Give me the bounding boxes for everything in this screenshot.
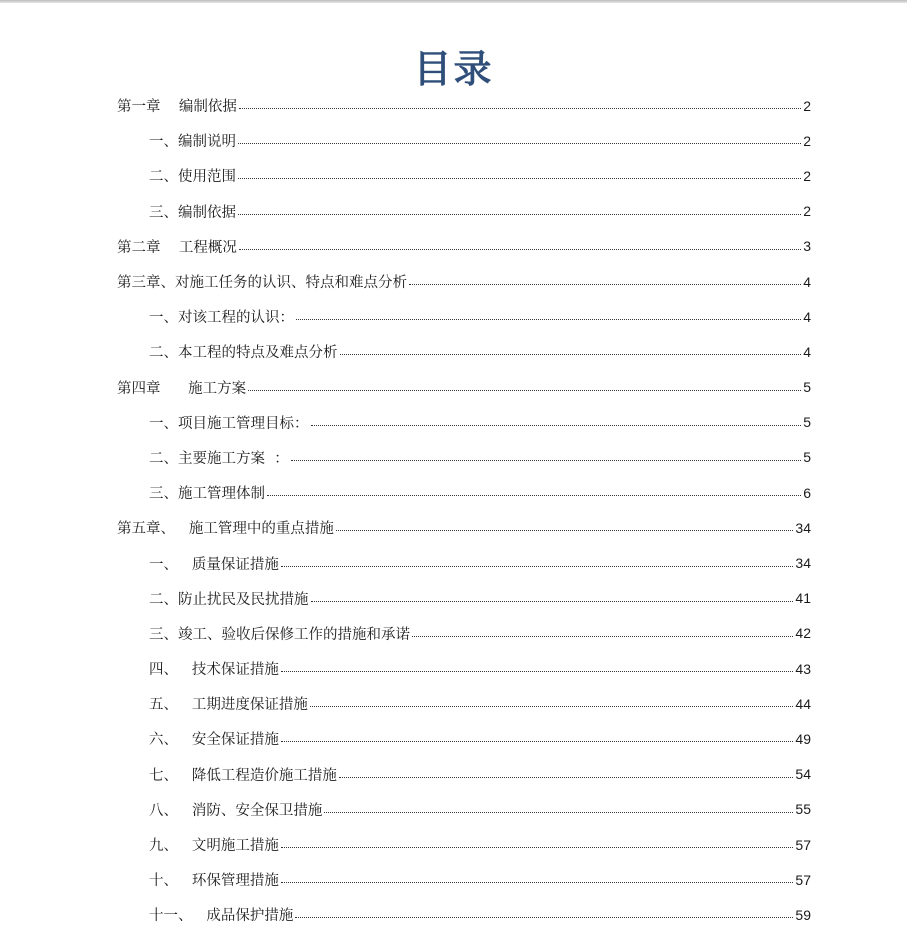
toc-dot-leader — [248, 390, 801, 391]
toc-entry-title: 一、项目施工管理目标： — [149, 415, 309, 432]
toc-dot-leader — [340, 354, 802, 355]
toc-page-number: 43 — [795, 660, 811, 677]
toc-section-entry[interactable] — [0, 405, 907, 440]
toc-page-number: 55 — [795, 801, 811, 818]
toc-page-number: 5 — [803, 379, 811, 396]
toc-section-entry[interactable] — [0, 792, 907, 827]
toc-dot-leader — [238, 178, 801, 179]
toc-dot-leader — [281, 882, 794, 883]
toc-section-entry[interactable] — [0, 827, 907, 862]
toc-page-number: 4 — [803, 343, 811, 360]
toc-page-number: 2 — [803, 167, 811, 184]
toc-page-number: 5 — [803, 449, 811, 466]
toc-dot-leader — [281, 566, 794, 567]
toc-section-entry[interactable] — [0, 440, 907, 475]
toc-dot-leader — [238, 143, 801, 144]
toc-section-entry[interactable] — [0, 616, 907, 651]
toc-dot-leader — [295, 917, 793, 918]
toc-chapter-entry[interactable] — [0, 88, 907, 123]
toc-dot-leader — [336, 530, 794, 531]
toc-page-number: 44 — [795, 695, 811, 712]
toc-section-entry[interactable] — [0, 862, 907, 897]
toc-section-entry[interactable] — [0, 581, 907, 616]
toc-entry-title: 第五章、 施工管理中的重点措施 — [117, 521, 334, 538]
toc-entry-title: 第三章、对施工任务的认识、特点和难点分析 — [117, 275, 407, 292]
toc-section-entry[interactable] — [0, 475, 907, 510]
toc-page-number: 2 — [803, 203, 811, 220]
toc-page-number: 57 — [795, 836, 811, 853]
toc-entry-title: 二、本工程的特点及难点分析 — [149, 345, 338, 362]
toc-entry-title: 三、编制依据 — [149, 204, 236, 221]
toc-chapter-entry[interactable] — [0, 229, 907, 264]
toc-dot-leader — [296, 319, 801, 320]
page-title: 目录 — [413, 46, 494, 92]
toc-entry-title: 二、防止扰民及民扰措施 — [149, 591, 309, 608]
toc-dot-leader — [310, 706, 794, 707]
toc-section-entry[interactable] — [0, 757, 907, 792]
toc-dot-leader — [311, 601, 794, 602]
toc-chapter-entry[interactable] — [0, 264, 907, 299]
toc-entry-title: 第二章 工程概况 — [117, 239, 237, 256]
toc-entry-title: 二、使用范围 — [149, 169, 236, 186]
toc-section-entry[interactable] — [0, 123, 907, 158]
toc-dot-leader — [239, 108, 801, 109]
toc-page-number: 42 — [795, 625, 811, 642]
toc-section-entry[interactable] — [0, 299, 907, 334]
page-top-edge — [0, 0, 907, 3]
toc-entry-title: 五、 工期进度保证措施 — [149, 697, 308, 714]
toc-entry-title: 六、 安全保证措施 — [149, 732, 279, 749]
toc-page-number: 4 — [803, 308, 811, 325]
toc-entry-title: 八、 消防、安全保卫措施 — [149, 802, 323, 819]
toc-dot-leader — [281, 671, 794, 672]
toc-page-number: 5 — [803, 414, 811, 431]
toc-section-entry[interactable] — [0, 545, 907, 580]
toc-entry-title: 一、 质量保证措施 — [149, 556, 279, 573]
toc-entry-title: 第一章 编制依据 — [117, 99, 237, 116]
toc-dot-leader — [412, 636, 793, 637]
toc-dot-leader — [324, 812, 793, 813]
toc-chapter-entry[interactable] — [0, 510, 907, 545]
toc-dot-leader — [281, 847, 794, 848]
toc-page-number: 59 — [795, 906, 811, 923]
toc-page-number: 6 — [803, 484, 811, 501]
toc-page-number: 41 — [795, 590, 811, 607]
toc-page-number: 34 — [795, 555, 811, 572]
toc-section-entry[interactable] — [0, 721, 907, 756]
toc-dot-leader — [238, 214, 801, 215]
toc-entry-title: 第四章 施工方案 — [117, 380, 247, 397]
toc-page-number: 3 — [803, 238, 811, 255]
toc-dot-leader — [339, 777, 794, 778]
toc-page-number: 49 — [795, 730, 811, 747]
toc-dot-leader — [291, 460, 801, 461]
toc-page-number: 4 — [803, 273, 811, 290]
toc-dot-leader — [239, 249, 801, 250]
toc-entry-title: 三、施工管理体制 — [149, 486, 265, 503]
toc-section-entry[interactable] — [0, 194, 907, 229]
toc-dot-leader — [409, 284, 801, 285]
toc-entry-title: 十一、 成品保护措施 — [149, 908, 294, 925]
toc-section-entry[interactable] — [0, 686, 907, 721]
table-of-contents — [0, 88, 907, 933]
toc-dot-leader — [281, 741, 794, 742]
toc-page-number: 34 — [795, 519, 811, 536]
toc-section-entry[interactable] — [0, 897, 907, 932]
toc-entry-title: 四、 技术保证措施 — [149, 662, 279, 679]
toc-entry-title: 一、对该工程的认识： — [149, 310, 294, 327]
toc-chapter-entry[interactable] — [0, 370, 907, 405]
toc-page-number: 57 — [795, 871, 811, 888]
toc-section-entry[interactable] — [0, 158, 907, 193]
toc-entry-title: 二、主要施工方案 ： — [149, 450, 289, 467]
toc-page-number: 54 — [795, 766, 811, 783]
toc-section-entry[interactable] — [0, 334, 907, 369]
toc-entry-title: 一、编制说明 — [149, 134, 236, 151]
toc-entry-title: 七、 降低工程造价施工措施 — [149, 767, 337, 784]
toc-dot-leader — [267, 495, 801, 496]
toc-entry-title: 九、 文明施工措施 — [149, 838, 279, 855]
toc-entry-title: 十、 环保管理措施 — [149, 873, 279, 890]
toc-page-number: 2 — [803, 97, 811, 114]
toc-dot-leader — [311, 425, 802, 426]
toc-entry-title: 三、竣工、验收后保修工作的措施和承诺 — [149, 626, 410, 643]
toc-page-number: 2 — [803, 132, 811, 149]
toc-section-entry[interactable] — [0, 651, 907, 686]
